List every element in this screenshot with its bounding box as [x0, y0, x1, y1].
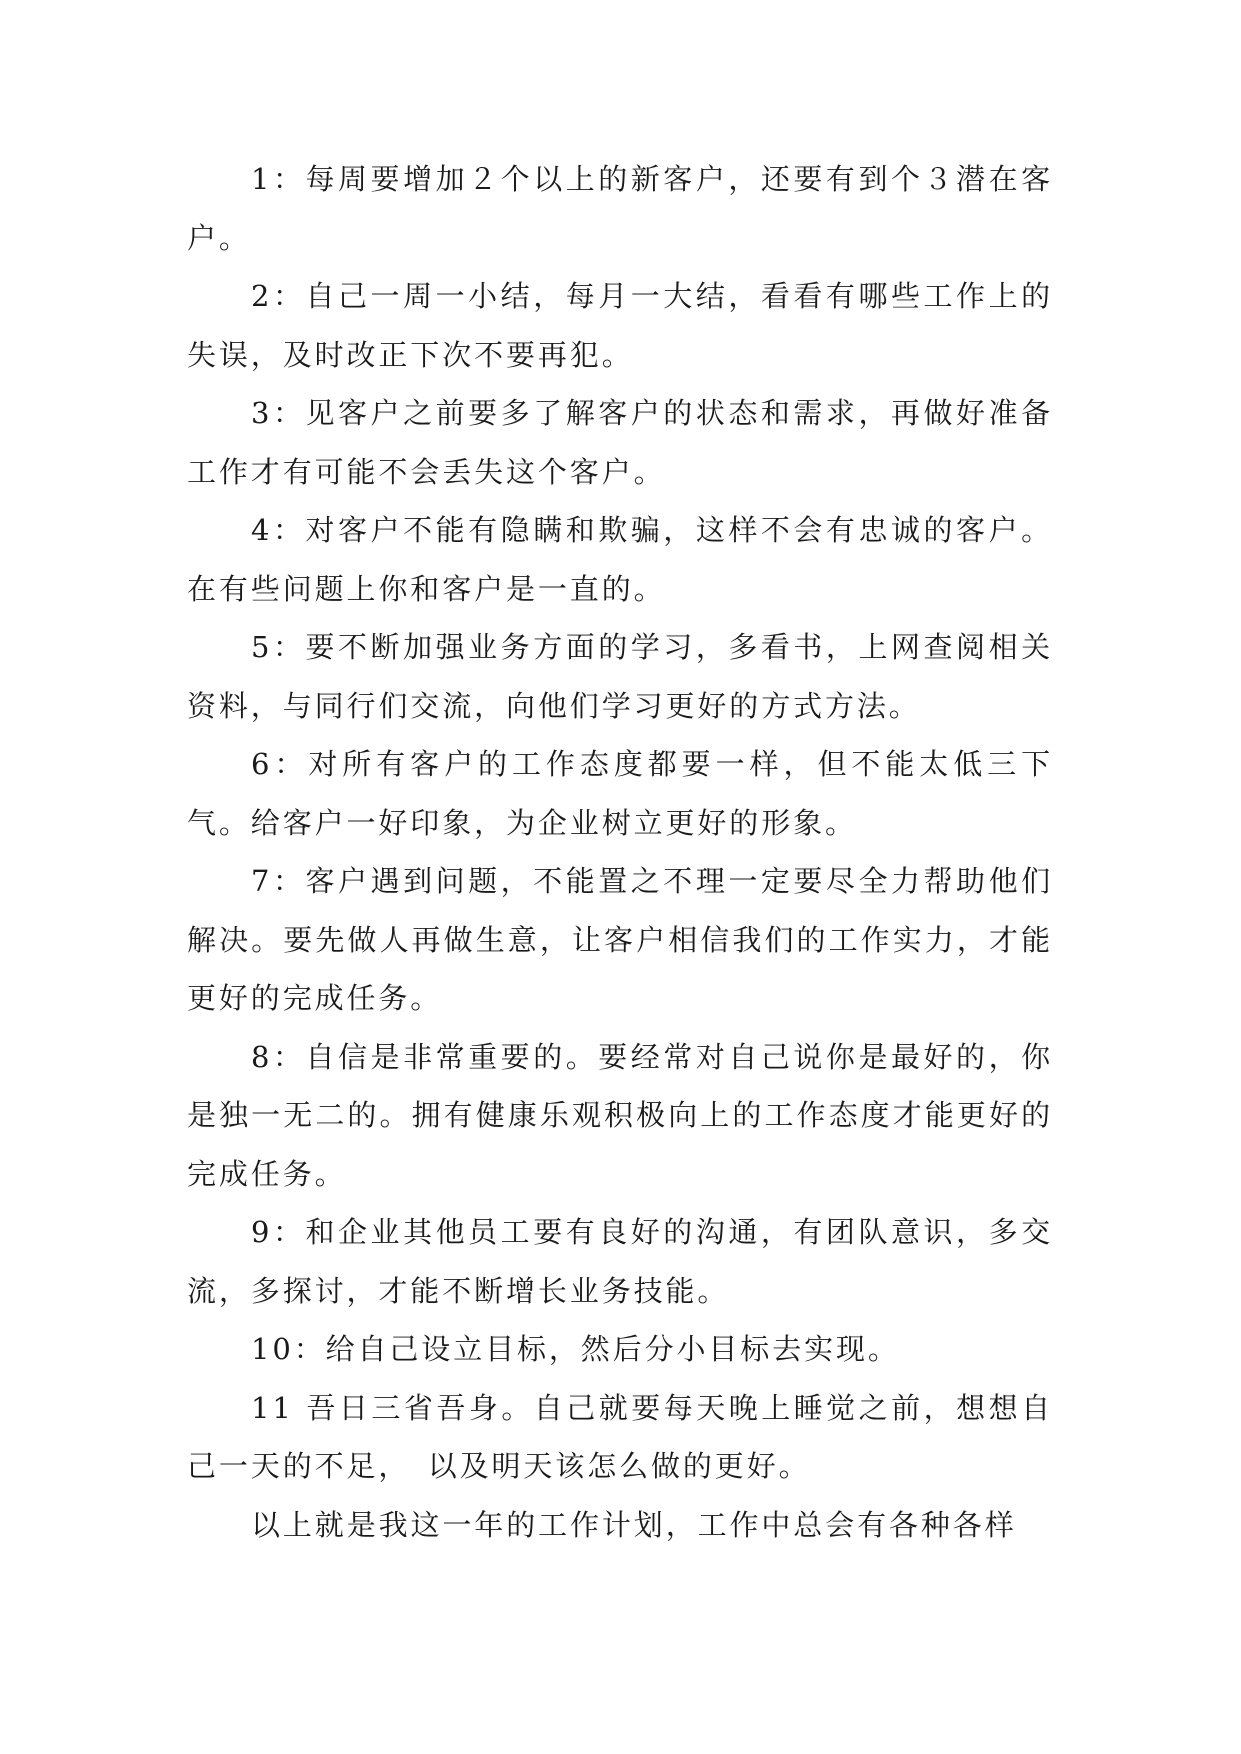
paragraph-11: 11 吾日三省吾身。自己就要每天晚上睡觉之前，想想自己一天的不足， 以及明天该怎么做的更好。 — [187, 1390, 1053, 1483]
paragraph-2: 2：自己一周一小结，每月一大结，看看有哪些工作上的失误，及时改正下次不要再犯。 — [187, 279, 1053, 372]
document-body — [187, 150, 1053, 1554]
paragraph-7: 7：客户遇到问题，不能置之不理一定要尽全力帮助他们解决。要先做人再做生意，让客户相信我们的工作实力，才能更好的完成任务。 — [187, 864, 1053, 1015]
paragraph-5: 5：要不断加强业务方面的学习，多看书，上网查阅相关资料，与同行们交流，向他们学习更好的方式方法。 — [187, 630, 1053, 723]
paragraph-closing: 以上就是我这一年的工作计划，工作中总会有各种各样 — [251, 1507, 1017, 1542]
paragraph-4: 4：对客户不能有隐瞒和欺骗，这样不会有忠诚的客户。在有些问题上你和客户是一直的。 — [187, 513, 1053, 606]
paragraph-3: 3：见客户之前要多了解客户的状态和需求，再做好准备工作才有可能不会丢失这个客户。 — [187, 396, 1053, 489]
paragraph-1: 1：每周要增加２个以上的新客户，还要有到个３潜在客户。 — [187, 162, 1053, 255]
paragraph-10: 10：给自己设立目标，然后分小目标去实现。 — [251, 1332, 900, 1366]
paragraph-8: 8：自信是非常重要的。要经常对自己说你是最好的，你是独一无二的。拥有健康乐观积极向上的工作态度才能更好的完成任务。 — [187, 1039, 1053, 1191]
paragraph-9: 9：和企业其他员工要有良好的沟通，有团队意识，多交流，多探讨，才能不断增长业务技能。 — [187, 1215, 1053, 1308]
paragraph-6: 6：对所有客户的工作态度都要一样，但不能太低三下气。给客户一好印象，为企业树立更好的形象。 — [187, 747, 1053, 840]
